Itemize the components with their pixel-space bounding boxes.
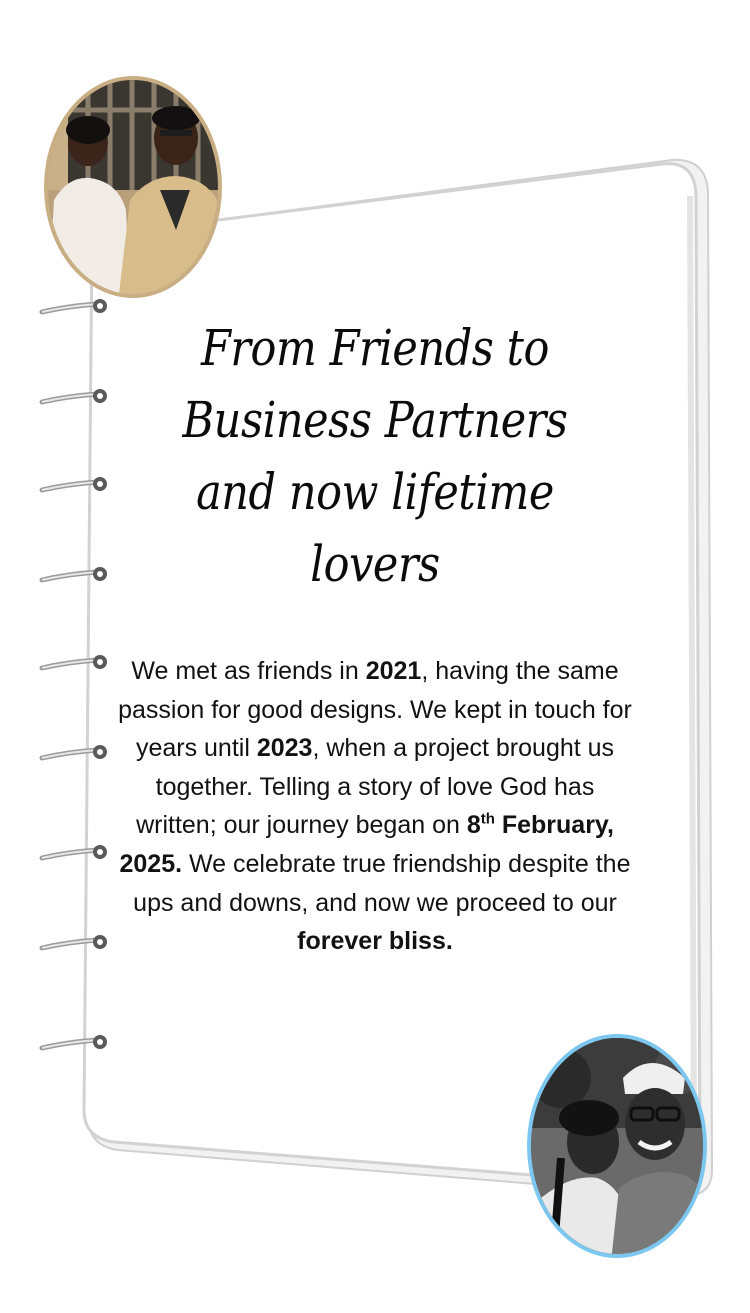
spiral-ring-icon: [38, 564, 110, 590]
story-text: We met as friends in: [131, 657, 366, 685]
title-line: and now lifetime: [196, 463, 554, 521]
story-text: , having the same passion for good designs. We kept in touch for years until: [118, 657, 632, 763]
year-2021: 2021: [365, 657, 422, 685]
date-day: 8: [466, 811, 481, 840]
spiral-ring-icon: [38, 742, 110, 768]
page-title: [147, 312, 603, 600]
title-line: lovers: [310, 535, 440, 593]
couple-photo-bottom: [527, 1034, 707, 1258]
forever-bliss: forever bliss.: [297, 927, 453, 956]
year-2023: 2023: [256, 734, 313, 763]
spiral-ring-icon: [38, 296, 110, 322]
spiral-ring-icon: [38, 842, 110, 868]
spiral-ring-icon: [38, 474, 110, 500]
date-rest: February, 2025.: [119, 811, 614, 878]
title-line: From Friends to: [200, 319, 549, 377]
title-line: Business Partners: [182, 391, 568, 449]
spiral-ring-icon: [38, 932, 110, 958]
couple-photo-top: [44, 76, 222, 298]
spiral-ring-icon: [38, 386, 110, 412]
couple-photo-illustration: [48, 80, 222, 298]
spiral-ring-icon: [38, 652, 110, 678]
spiral-ring-icon: [38, 1032, 110, 1058]
story-text: We celebrate true friendship despite the ups and downs, and now we proceed to our: [133, 849, 631, 917]
story-paragraph: [118, 652, 632, 961]
story-text: , when a project brought us together. Telling a story of love God has written; our journey began on: [136, 734, 615, 840]
date-suffix: th: [480, 811, 495, 829]
couple-photo-illustration: [531, 1038, 707, 1258]
